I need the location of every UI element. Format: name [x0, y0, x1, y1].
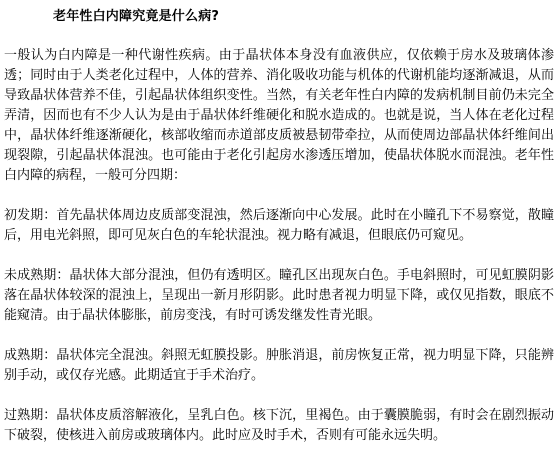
- initial-stage-paragraph: 初发期：首先晶状体周边皮质部变混浊，然后逐渐向中心发展。此时在小瞳孔下不易察觉，散瞳后，用电光斜照，即可见灰白色的车轮状混浊。视力略有减退，但眼底仍可窥见。: [4, 208, 554, 243]
- hypermature-stage-paragraph: 过熟期：晶状体皮质溶解液化，呈乳白色。核下沉，里褐色。由于囊膜脆弱，有时会在剧烈振动下破裂，使核进入前房或玻璃体内。此时应及时手术，否则有可能永远失明。: [4, 408, 554, 443]
- article-title: 老年性白内障究竟是什么病?: [53, 9, 220, 24]
- intro-paragraph: 一般认为白内障是一种代谢性疾病。由于晶状体本身没有血液供应，仅依赖于房水及玻璃体渗透；同时由于人类老化过程中，人体的营养、消化吸收功能与机体的代谢机能均逐渐减退，从而导致晶状体营养不佳，引起晶状体组织变性。当然，有关老年性白内障的发病机制目前仍未完全弄清，因而也有不少人认为是由于晶状体纤维硬化和脱水造成的。也就是说，当人体在老化过程中，晶状体纤维逐渐硬化，核部收缩而赤道部皮质被悬韧带牵拉，从而使周边部晶状体纤维间出现裂隙，引起晶状体混浊。也可能由于老化引起房水渗透压增加，使晶状体脱水而混浊。老年性白内障的病程，一般可分四期：: [4, 48, 554, 183]
- mature-stage-paragraph: 成熟期：晶状体完全混浊。斜照无虹膜投影。肿胀消退，前房恢复正常，视力明显下降，只能辨别手动，或仅存光感。此期适宜于手术治疗。: [4, 348, 554, 383]
- immature-stage-paragraph: 未成熟期：晶状体大部分混浊，但仍有透明区。瞳孔区出现灰白色。手电斜照时，可见虹膜阴影落在晶状体较深的混浊上，呈现出一新月形阴影。此时患者视力明显下降，或仅见指数，眼底不能窥清。由于晶状体膨胀，前房变浅，有时可诱发继发性青光眼。: [4, 268, 554, 323]
